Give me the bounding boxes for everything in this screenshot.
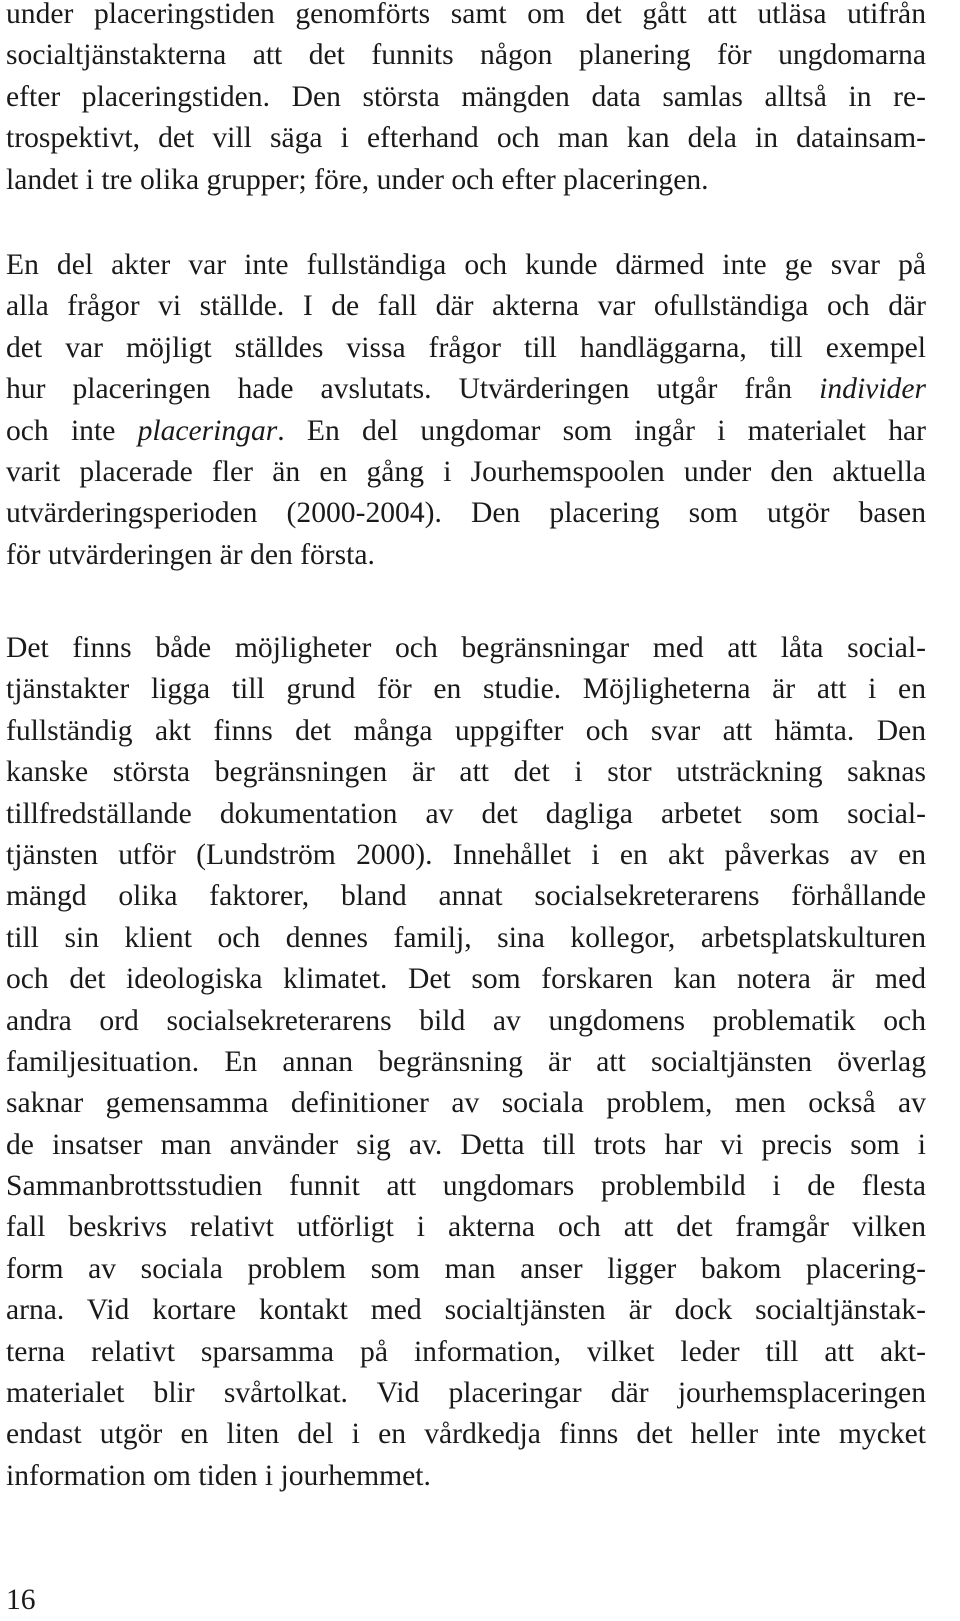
- text-line: tillfredställande dokumentation av det dagliga arbetet som social-: [6, 797, 926, 830]
- text-line: form av sociala problem som man anser ligger bakom placering-: [6, 1252, 926, 1285]
- text-line: fullständig akt finns det många uppgifter och svar att hämta. Den: [6, 714, 926, 747]
- text-line: familjesituation. En annan begränsning är att socialtjänsten överlag: [6, 1045, 926, 1078]
- italic-term-individer: individer: [819, 373, 926, 406]
- paragraph-3: [6, 628, 926, 1497]
- text-line: mängd olika faktorer, bland annat socialsekreterarens förhållande: [6, 880, 926, 913]
- text-line: under placeringstiden genomförts samt om det gått att utläsa utifrån: [6, 0, 926, 30]
- text-line: saknar gemensamma definitioner av sociala problem, men också av: [6, 1087, 926, 1120]
- text-line: En del akter var inte fullständiga och kunde därmed inte ge svar på: [6, 249, 926, 281]
- text-line: till sin klient och dennes familj, sina kollegor, arbetsplatskulturen: [6, 921, 926, 954]
- text-line: varit placerade fler än en gång i Jourhemspoolen under den aktuella: [6, 455, 926, 488]
- text-line: [6, 369, 926, 410]
- text-line: Sammanbrottsstudien funnit att ungdomars problembild i de flesta: [6, 1170, 926, 1203]
- paragraph-2: [6, 245, 926, 576]
- text-segment: och inte: [6, 414, 138, 447]
- text-line: socialtjänstakterna att det funnits någon planering för ungdomarna: [6, 39, 926, 72]
- text-line: och det ideologiska klimatet. Det som forskaren kan notera är med: [6, 963, 926, 996]
- text-line: trospektivt, det vill säga i efterhand och man kan dela in datainsam-: [6, 122, 926, 155]
- text-line: arna. Vid kortare kontakt med socialtjänsten är dock socialtjänstak-: [6, 1294, 926, 1327]
- text-segment: hur placeringen hade avslutats. Utvärderingen utgår från: [6, 373, 820, 406]
- text-line: information om tiden i jourhemmet.: [6, 1459, 431, 1492]
- text-line: endast utgör en liten del i en vårdkedja finns det heller inte mycket: [6, 1418, 926, 1451]
- text-line: de insatser man använder sig av. Detta till trots har vi precis som i: [6, 1128, 926, 1161]
- text-line: det var möjligt ställdes vissa frågor till handläggarna, till exempel: [6, 331, 926, 364]
- text-line: kanske största begränsningen är att det i stor utsträckning saknas: [6, 756, 926, 789]
- text-line: andra ord socialsekreterarens bild av ungdomens problematik och: [6, 1004, 926, 1037]
- text-line: fall beskrivs relativt utförligt i akterna och att det framgår vilken: [6, 1211, 926, 1244]
- italic-term-placeringar: placeringar: [137, 414, 278, 447]
- text-line: alla frågor vi ställde. I de fall där akterna var ofullständiga och där: [6, 290, 926, 323]
- text-line: terna relativt sparsamma på information, vilket leder till att akt-: [6, 1335, 926, 1368]
- text-line: landet i tre olika grupper; före, under och efter placeringen.: [6, 163, 709, 196]
- text-line: tjänsten utför (Lundström 2000). Innehållet i en akt påverkas av en: [6, 838, 926, 871]
- page-number: 16: [6, 1584, 36, 1616]
- text-line: tjänstakter ligga till grund för en studie. Möjligheterna är att i en: [6, 673, 926, 706]
- text-line: Det finns både möjligheter och begränsningar med att låta social-: [6, 632, 926, 664]
- text-segment: . En del ungdomar som ingår i materialet har: [277, 414, 926, 447]
- paragraph-1: [6, 0, 926, 201]
- text-line: utvärderingsperioden (2000-2004). Den placering som utgör basen: [6, 497, 926, 530]
- text-line: efter placeringstiden. Den största mängden data samlas alltså in re-: [6, 80, 926, 113]
- text-line: [6, 411, 926, 452]
- text-line: materialet blir svårtolkat. Vid placeringar där jourhemsplaceringen: [6, 1377, 926, 1410]
- text-line: för utvärderingen är den första.: [6, 538, 375, 571]
